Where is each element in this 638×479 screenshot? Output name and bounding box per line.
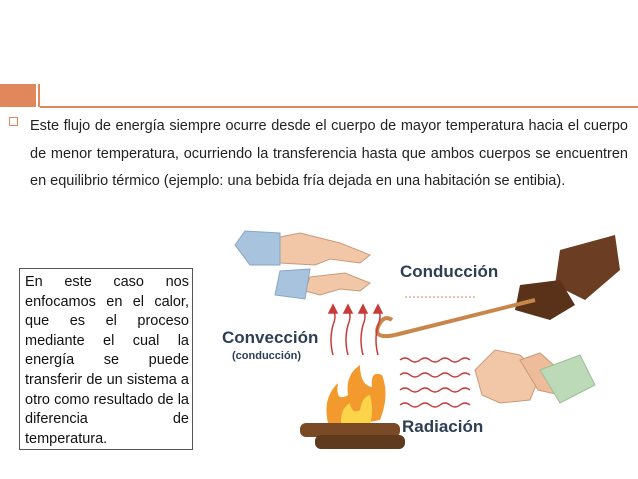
campfire-icon <box>300 365 405 449</box>
radiation-waves-icon <box>400 358 470 407</box>
side-box-text: En este caso nos enfocamos en el calor, que es el proceso mediante el cual la energía se puede transferir de un sistema a otro como resultado de la diferencia de temperatura. <box>25 274 189 447</box>
heat-transfer-illustration <box>220 225 620 470</box>
conveccion-sub-label: (conducción) <box>232 350 302 362</box>
radiacion-label: Radiación <box>402 417 484 436</box>
hands-right-icon <box>475 350 595 403</box>
accent-line <box>40 106 638 108</box>
hand-mid-left-icon <box>275 269 370 299</box>
convection-arrows-icon <box>329 305 382 355</box>
accent-bar-divider <box>38 84 40 107</box>
main-paragraph: Este flujo de energía siempre ocurre desde el cuerpo de mayor temperatura hacia el cuerpo de menor temperatura, ocurriendo la transferencia hasta que ambos cuerpos se encuentren en equilibrio térmico (ejemplo: una bebida fría dejada en una habitación se entibia). <box>30 118 628 189</box>
accent-bar-left <box>0 84 36 107</box>
gloved-hand-rod-icon <box>377 235 620 336</box>
hand-top-left-icon <box>235 231 370 265</box>
square-bullet-icon <box>9 117 18 126</box>
conduccion-label: Conducción <box>400 262 499 281</box>
conveccion-label: Convección <box>222 328 319 347</box>
